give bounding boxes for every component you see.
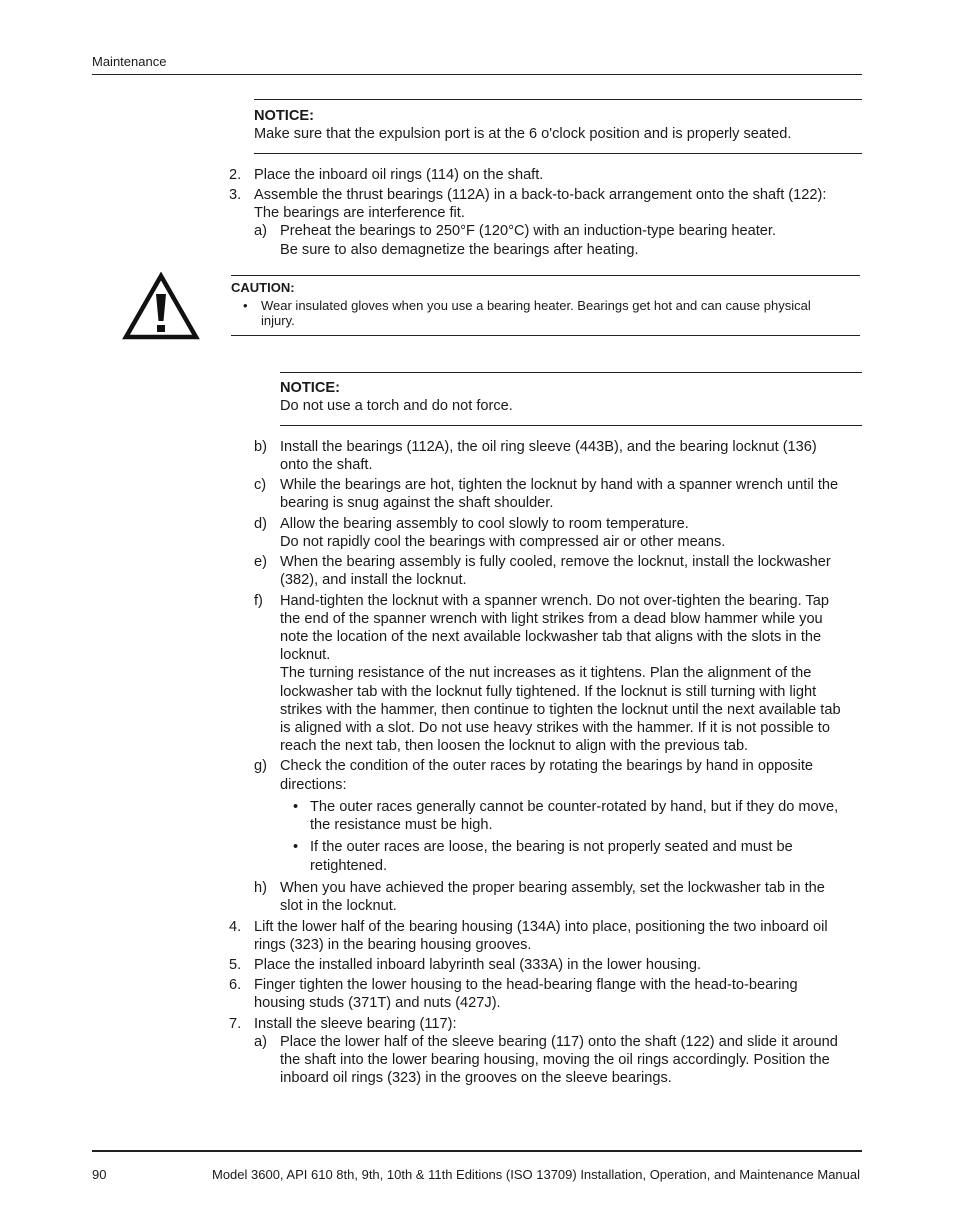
notice-text: Make sure that the expulsion port is at the 6 o'clock position and is properly seated. [254,126,792,142]
substep-text: Preheat the bearings to 250°F (120°C) with an induction-type bearing heater. [280,223,777,239]
step-number: 2. [229,167,242,183]
step-text: housing studs (371T) and nuts (427J). [254,995,501,1011]
manual-title: Model 3600, API 610 8th, 9th, 10th & 11th Editions (ISO 13709) Installation, Operation, and Maintenance Manual [211,1167,860,1182]
notice-top-rule [280,372,862,373]
notice-text: Do not use a torch and do not force. [280,398,513,414]
substep-marker: h) [254,880,267,896]
substep-text: the shaft into the lower bearing housing, moving the oil rings accordingly. Position the [280,1052,830,1068]
substep-text: Check the condition of the outer races by rotating the bearings by hand in opposite [280,758,814,774]
bullet-text: retightened. [310,858,388,874]
step-text: Lift the lower half of the bearing housing (134A) into place, positioning the two inboard oil [254,919,828,935]
substep-text: Install the bearings (112A), the oil ring sleeve (443B), and the bearing locknut (136) [280,439,817,455]
substep-text: The turning resistance of the nut increases as it tightens. Plan the alignment of the [280,665,812,681]
substep-text: Hand-tighten the locknut with a spanner wrench. Do not over-tighten the bearing. Tap [280,593,829,609]
substep-text: (382), and install the locknut. [280,572,467,588]
step-number: 3. [229,187,242,203]
caution-text: injury. [261,313,295,328]
substep-text: Place the lower half of the sleeve bearing (117) onto the shaft (122) and slide it around [280,1034,838,1050]
caution-text: Wear insulated gloves when you use a bearing heater. Bearings get hot and can cause physical [261,298,811,313]
step-number: 6. [229,977,242,993]
substep-marker: c) [254,477,267,493]
step-number: 4. [229,919,242,935]
substep-text: When you have achieved the proper bearing assembly, set the lockwasher tab in the [280,880,825,896]
substep-marker: f) [254,593,263,609]
bullet-text: If the outer races are loose, the bearing is not properly seated and must be [310,839,793,855]
substep-marker: b) [254,439,267,455]
bullet-text: the resistance must be high. [310,817,493,833]
bullet-text: The outer races generally cannot be counter-rotated by hand, but if they do move, [310,799,839,815]
substep-text: slot in the locknut. [280,898,397,914]
notice-title: NOTICE: [254,108,314,124]
step-text: rings (323) in the bearing housing grooves. [254,937,532,953]
step-text: Assemble the thrust bearings (112A) in a back-to-back arrangement onto the shaft (122): [254,187,827,203]
substep-text: When the bearing assembly is fully cooled, remove the locknut, install the lockwasher [280,554,831,570]
notice-top-rule [254,99,862,100]
step-text: Place the installed inboard labyrinth seal (333A) in the lower housing. [254,957,701,973]
step-text: Place the inboard oil rings (114) on the shaft. [254,167,544,183]
substep-marker: a) [254,1034,267,1050]
substep-text: While the bearings are hot, tighten the locknut by hand with a spanner wrench until the [280,477,839,493]
caution-top-rule [231,275,860,276]
substep-marker: e) [254,554,267,570]
notice-title: NOTICE: [280,380,340,396]
bullet-marker: • [293,839,299,855]
footer-rule [92,1150,862,1152]
step-text: Finger tighten the lower housing to the head-bearing flange with the head-to-bearing [254,977,798,993]
substep-marker: d) [254,516,267,532]
substep-text: reach the next tab, then loosen the locknut to align with the previous tab. [280,738,749,754]
substep-text: onto the shaft. [280,457,373,473]
caution-title: CAUTION: [231,280,295,295]
step-text: Install the sleeve bearing (117): [254,1016,457,1032]
step-number: 5. [229,957,242,973]
substep-text: Do not rapidly cool the bearings with compressed air or other means. [280,534,726,550]
substep-text: directions: [280,777,347,793]
step-text: The bearings are interference fit. [254,205,465,221]
substep-marker: a) [254,223,267,239]
substep-text: lockwasher tab with the locknut fully tightened. If the locknut is still turning with light [280,684,817,700]
notice-bottom-rule [254,153,862,154]
substep-text: locknut. [280,647,331,663]
caution-bottom-rule [231,335,860,336]
step-number: 7. [229,1016,242,1032]
substep-text: note the location of the next available lockwasher tab that aligns with the slots in the [280,629,822,645]
substep-marker: g) [254,758,267,774]
substep-text: Be sure to also demagnetize the bearings after heating. [280,242,639,258]
header-rule [92,74,862,75]
bullet-marker: • [293,799,299,815]
substep-text: is aligned with a slot. Do not use heavy strikes with the hammer. If it is not possible to [280,720,830,736]
substep-text: the end of the spanner wrench with light strikes from a dead blow hammer while you [280,611,823,627]
warning-triangle-icon [122,272,200,340]
substep-text: Allow the bearing assembly to cool slowly to room temperature. [280,516,689,532]
substep-text: bearing is snug against the shaft shoulder. [280,495,554,511]
running-header: Maintenance [92,54,167,69]
substep-text: strikes with the hammer, then continue to tighten the locknut until the next available tab [280,702,841,718]
page-number: 90 [92,1167,107,1182]
notice-bottom-rule [280,425,862,426]
substep-text: inboard oil rings (323) in the grooves on the sleeve bearings. [280,1070,672,1086]
caution-bullet: • [243,298,248,313]
